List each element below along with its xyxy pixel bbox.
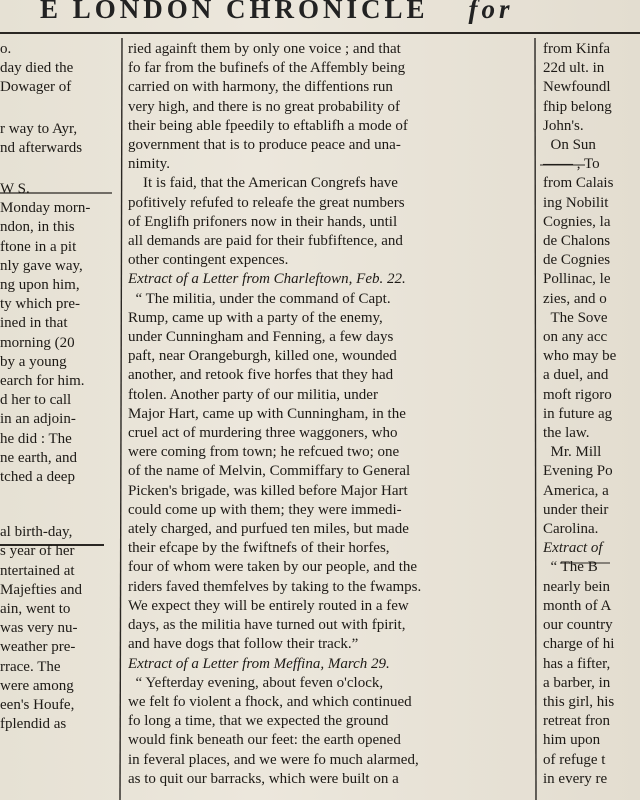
text-line: very high, and there is no great probability of — [128, 98, 401, 115]
text-line: d her to call — [0, 392, 72, 409]
text-line: of the name of Melvin, Commiffary to General — [128, 463, 411, 480]
text-line: another, and retook five horfes that they had — [128, 367, 394, 384]
text-line: other contingent expences. — [128, 252, 289, 269]
text-line: their being able fpeedily to eftablifh a mode of — [128, 117, 408, 134]
text-line: de Chalons — [543, 233, 611, 250]
column-left-group-4 — [0, 523, 118, 734]
article-heading: Extract of a Letter from Charleftown, Feb. 22. — [128, 271, 406, 288]
text-line: ndon, in this — [0, 219, 75, 236]
text-line: ried againft them by only one voice ; and that — [128, 41, 401, 57]
text-line: carried on with harmony, the diffentions run — [128, 79, 393, 96]
text-line: four of whom were taken by our people, and the — [128, 559, 418, 576]
column-left — [0, 40, 118, 735]
text-line: Carolina. — [543, 521, 599, 538]
text-line: —— , To — [543, 156, 600, 173]
text-line: r way to Ayr, — [0, 120, 78, 137]
text-line: Mr. Mill — [543, 444, 602, 461]
text-line: morning (20 — [0, 334, 75, 351]
text-line: paft, near Orangeburgh, killed one, wounded — [128, 348, 397, 365]
text-line: The Sove — [543, 309, 608, 326]
text-line: were coming from town; he refcued two; one — [128, 444, 400, 461]
text-line: the law. — [543, 425, 590, 442]
text-line: fo long a time, that we expected the ground — [128, 713, 389, 730]
text-line: by a young — [0, 353, 67, 370]
text-line: fplendid as — [0, 716, 67, 733]
text-line: tched a deep — [0, 469, 75, 486]
text-line: our country — [543, 617, 613, 634]
text-line: a duel, and — [543, 367, 609, 384]
article-heading: Extract of a Letter from Meffina, March 29. — [128, 655, 390, 672]
text-line: who may be — [543, 348, 617, 365]
text-line: zies, and o — [543, 290, 607, 307]
text-line: we felt fo violent a fhock, and which continued — [128, 693, 412, 710]
text-line: Monday morn- — [0, 200, 91, 217]
text-line: in every re — [543, 770, 608, 787]
text-line: their efcape by the fwiftnefs of their horfes, — [128, 540, 390, 557]
text-line: days, as the militia have turned out with fpirit, — [128, 617, 406, 634]
text-line: in future ag — [543, 405, 613, 422]
text-line: “ The militia, under the command of Capt. — [128, 290, 391, 307]
text-line: een's Houfe, — [0, 697, 75, 714]
text-line: ftone in a pit — [0, 238, 77, 255]
column-left-group-2 — [0, 120, 118, 158]
text-line: could come up with them; they were immedi- — [128, 501, 402, 518]
text-line: “ The B — [543, 559, 598, 576]
text-line: day died the — [0, 60, 74, 77]
article-heading: Extract of — [543, 540, 603, 557]
text-line: Rump, came up with a party of the enemy, — [128, 309, 383, 326]
text-line: in feveral places, and we were fo much alarmed, — [128, 751, 419, 768]
text-line: on any acc — [543, 329, 608, 346]
text-line: nimity. — [128, 156, 170, 173]
text-line: On Sun — [543, 137, 596, 154]
text-line: s year of her — [0, 543, 75, 560]
text-line: ne earth, and — [0, 449, 78, 466]
text-line: of refuge t — [543, 751, 606, 768]
text-line: America, a — [543, 482, 609, 499]
text-line: month of A — [543, 597, 612, 614]
text-line: were among — [0, 677, 74, 694]
text-line: fo far from the bufinefs of the Affembly being — [128, 60, 406, 77]
text-line: under their — [543, 501, 609, 518]
column-center — [128, 40, 530, 789]
text-line: Major Hart, came up with Cunningham, in the — [128, 405, 406, 422]
masthead-for: for — [468, 0, 514, 24]
text-line: “ Yefterday evening, about feven o'clock, — [128, 674, 384, 691]
text-line: has a fifter, — [543, 655, 611, 672]
text-line: weather pre- — [0, 639, 76, 656]
text-line: rrace. The — [0, 658, 61, 675]
text-line: was very nu- — [0, 620, 78, 637]
text-line: It is faid, that the American Congrefs have — [128, 175, 398, 192]
text-line: retreat fron — [543, 713, 611, 730]
text-line: from Calais — [543, 175, 614, 192]
text-line: Pollinac, le — [543, 271, 611, 288]
text-line: ain, went to — [0, 601, 71, 618]
text-line: nearly bein — [543, 578, 611, 595]
text-line: We expect they will be entirely routed in a few — [128, 597, 409, 614]
column-left-group-3 — [0, 180, 118, 487]
text-line: charge of hi — [543, 636, 615, 653]
text-line: from Kinfa — [543, 41, 611, 57]
text-line: ng upon him, — [0, 277, 80, 294]
text-line: ined in that — [0, 315, 68, 332]
text-line: government that is to produce peace and una- — [128, 137, 401, 154]
text-line: under Cunningham and Fenning, a few days — [128, 329, 394, 346]
text-line: as to quit our barracks, which were built on a — [128, 770, 399, 787]
text-line: 22d ult. in — [543, 60, 605, 77]
text-line: him upon — [543, 732, 601, 749]
text-line: would fink beneath our feet: the earth opened — [128, 732, 401, 749]
text-line: earch for him. — [0, 373, 85, 390]
text-line: a barber, in — [543, 674, 611, 691]
text-line: cruel act of murdering three waggoners, who — [128, 425, 398, 442]
text-line: pofitively refufed to releafe the great numbers — [128, 194, 405, 211]
text-line: ately charged, and purfued ten miles, but made — [128, 521, 409, 538]
text-line: nly gave way, — [0, 257, 83, 274]
masthead-title: E LONDON CHRONICLE — [40, 0, 429, 24]
text-line: Evening Po — [543, 463, 613, 480]
text-line: ty which pre- — [0, 296, 80, 313]
text-line: this girl, his — [543, 693, 615, 710]
text-line: ing Nobilit — [543, 194, 609, 211]
text-line: ntertained at — [0, 562, 75, 579]
text-line: of Englifh prifoners now in their hands, until — [128, 213, 398, 230]
text-line: all demands are paid for their fubfiftence, and — [128, 233, 403, 250]
text-line: John's. — [543, 117, 584, 134]
text-line: he did : The — [0, 430, 72, 447]
text-line: in an adjoin- — [0, 411, 76, 428]
text-line: nd afterwards — [0, 139, 83, 156]
text-line: o. — [0, 41, 12, 57]
text-line: W S. — [0, 181, 30, 198]
text-line: and have dogs that follow their track.” — [128, 636, 359, 653]
column-left-group-1 — [0, 40, 118, 98]
text-line: fhip belong — [543, 98, 612, 115]
column-right — [543, 40, 640, 789]
text-line: al birth-day, — [0, 524, 73, 541]
text-line: riders faved themfelves by taking to the fwamps. — [128, 578, 422, 595]
text-line: de Cognies — [543, 252, 611, 269]
text-line: ftolen. Another party of our militia, under — [128, 386, 378, 403]
text-line: Newfoundl — [543, 79, 611, 96]
text-line: Dowager of — [0, 79, 72, 96]
column-rule-right — [535, 38, 536, 800]
text-line: Picken's brigade, was killed before Major Hart — [128, 482, 408, 499]
text-line: Cognies, la — [543, 213, 611, 230]
text-line: moft rigoro — [543, 386, 612, 403]
column-rule-left — [120, 38, 122, 800]
text-line: Majefties and — [0, 581, 83, 598]
